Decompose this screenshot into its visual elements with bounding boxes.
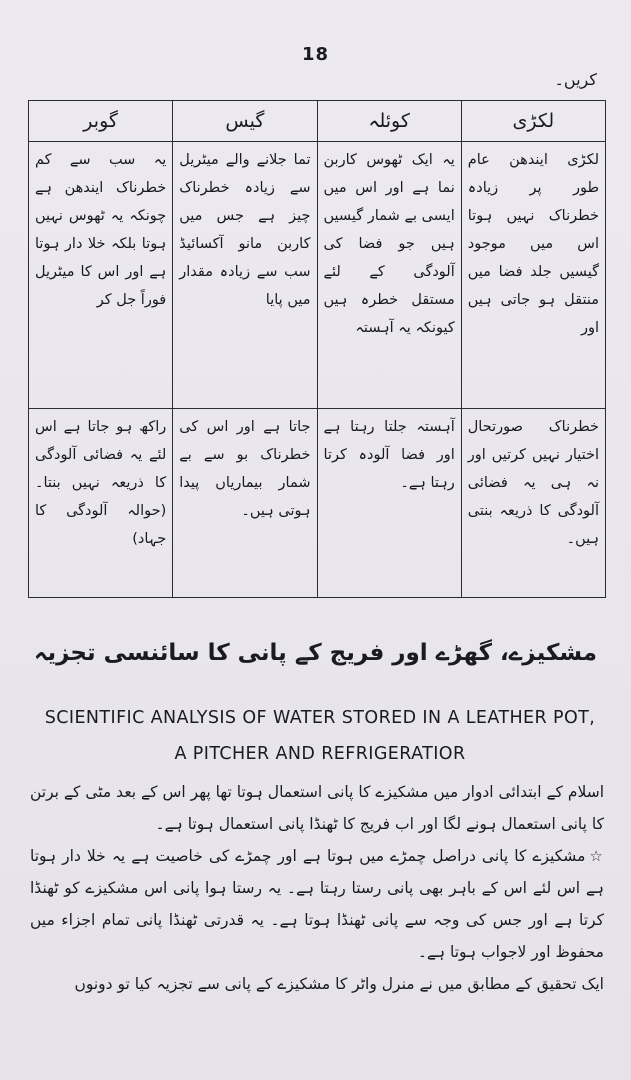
page-number: 18: [301, 44, 330, 65]
body-text: [30, 776, 604, 1000]
fuel-comparison-table: [28, 100, 606, 598]
cell-gas-2: جاتا ہے اور اس کی خطرناک بو سے بے شمار بیماریاں پیدا ہوتی ہیں۔: [173, 409, 317, 598]
star-icon: ☆: [589, 847, 604, 865]
cell-coal-1: یہ ایک ٹھوس کاربن نما ہے اور اس میں ایسی بے شمار گیسیں ہیں جو فضا کی آلودگی کے لئے مستقل خطرہ ہیں کیونکہ یہ آہستہ: [317, 142, 461, 409]
cell-wood-1: لکڑی ایندھن عام طور پر زیادہ خطرناک نہیں ہوتا اس میں موجود گیسیں جلد فضا میں منتقل ہو جاتی ہیں اور: [461, 142, 605, 409]
header-dung: گوبر: [29, 101, 173, 142]
paragraph-2-text: مشکیزے کا پانی دراصل چمڑے میں ہوتا ہے اور چمڑے کی خاصیت ہے یہ خلا دار ہوتا ہے اس لئے اس کے باہر بھی پانی رستا رہتا ہے۔ یہ رستا ہوا پانی اس مشکیزے کو ٹھنڈا کرتا ہے اور جس کی وجہ سے پانی ٹھنڈا ہوتا ہے۔ یہ قدرتی ٹھنڈا پانی تمام اجزاء میں محفوظ اور لاجواب ہوتا ہے۔: [30, 847, 604, 961]
table-row: [29, 409, 606, 598]
cell-coal-2: آہستہ جلتا رہتا ہے اور فضا آلودہ کرتا رہتا ہے۔: [317, 409, 461, 598]
table-header-row: [29, 101, 606, 142]
paragraph-1: اسلام کے ابتدائی ادوار میں مشکیزے کا پانی استعمال ہوتا تھا پھر اس کے بعد مٹی کے برتن کا پانی استعمال ہونے لگا اور اب فریج کا ٹھنڈا پانی استعمال ہوتا ہے۔: [30, 783, 604, 833]
paragraph-2: [30, 840, 604, 968]
header-gas: گیس: [173, 101, 317, 142]
cell-wood-2: خطرناک صورتحال اختیار نہیں کرتیں اور نہ ہی یہ فضائی آلودگی کا ذریعہ بنتی ہیں۔: [461, 409, 605, 598]
header-wood: لکڑی: [461, 101, 605, 142]
header-coal: کوئلہ: [317, 101, 461, 142]
cell-dung-1: یہ سب سے کم خطرناک ایندھن ہے چونکہ یہ ٹھوس نہیں ہوتا بلکہ خلا دار ہوتا ہے اور اس کا میٹریل فوراً جل کر: [29, 142, 173, 409]
cell-gas-1: تما جلانے والے میٹریل سے زیادہ خطرناک چیز ہے جس میں کاربن مانو آکسائیڈ سب سے زیادہ مقدار میں پایا: [173, 142, 317, 409]
paragraph-3: ایک تحقیق کے مطابق میں نے منرل واٹر کا مشکیزے کے پانی سے تجزیہ کیا تو دونوں: [74, 975, 604, 993]
table-row: [29, 142, 606, 409]
continued-text: کریں۔: [554, 70, 597, 89]
section-heading-urdu: مشکیزے، گھڑے اور فریج کے پانی کا سائنسی تجزیہ: [34, 640, 597, 666]
cell-dung-2: راکھ ہو جاتا ہے اس لئے یہ فضائی آلودگی کا ذریعہ نہیں بنتا۔ (حوالہ آلودگی کا جہاد): [29, 409, 173, 598]
section-heading-english: SCIENTIFIC ANALYSIS OF WATER STORED IN A LEATHER POT, A PITCHER AND REFRIGERATIOR: [44, 708, 596, 764]
